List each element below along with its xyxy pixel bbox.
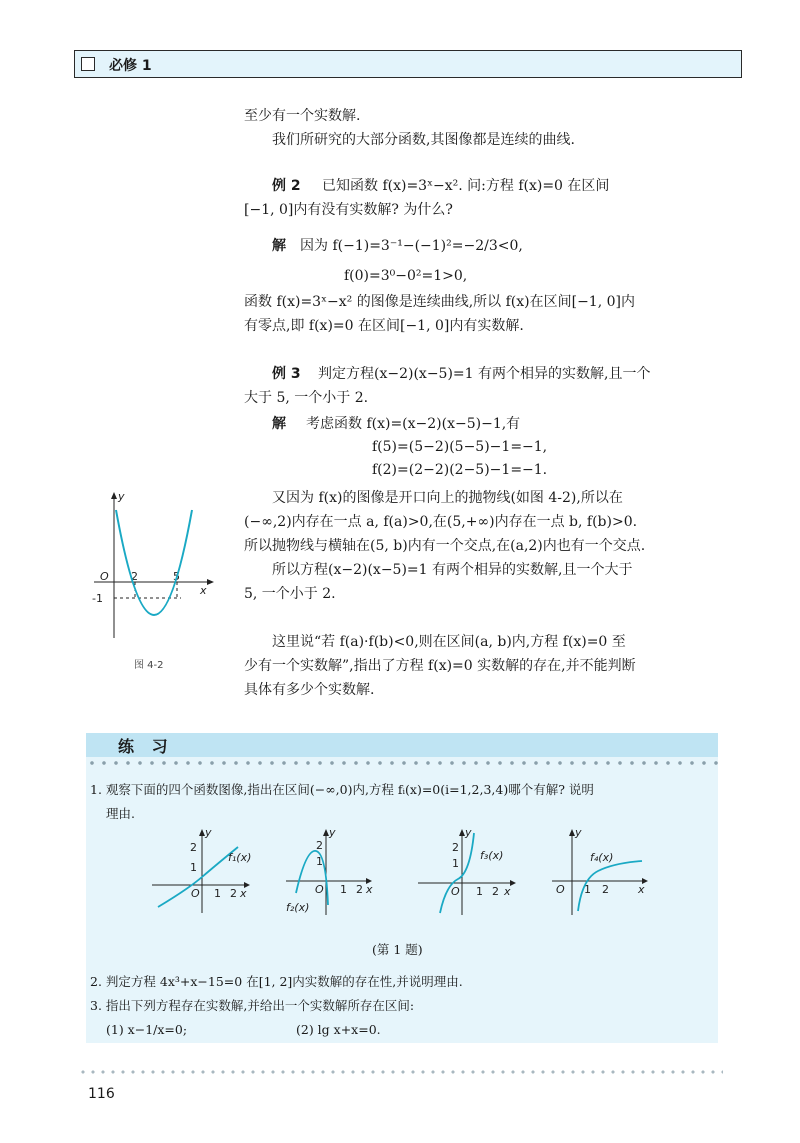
footer-dot-divider [78,1068,723,1076]
graph-f2-curve [296,851,328,905]
figure-origin: O [100,570,109,583]
graph-f3-label: f₃(x) [480,849,504,862]
graph-f4 [548,827,658,919]
header-label: 必修 1 [109,58,152,74]
question-3-a: (1) x−1/x=0; [106,1022,188,1037]
example-3-solution-1: 考虑函数 f(x)=(x−2)(x−5)−1,有 [306,416,521,432]
example-2-solution-1: 因为 f(−1)=3⁻¹−(−1)²=−2/3<0, [300,238,523,254]
graph-f1-x-label: x [240,887,247,900]
example-2-solution-4: 有零点,即 f(x)=0 在区间[−1, 0]内有实数解. [244,318,524,334]
graph-f4-y-label: y [575,827,582,839]
parabola-figure [86,488,226,653]
graph-f2-ytick-2: 2 [316,839,323,852]
graph-f3-tick-2: 2 [492,885,499,898]
graph-f3-x-arrow-icon [510,880,516,886]
figure-x-label: x [200,584,207,597]
graph-f2 [282,827,382,919]
graph-f2-origin: O [315,883,324,896]
exercise-title: 练 习 [118,737,174,756]
example-3-solution-3: f(2)=(2−2)(2−5)−1=−1. [372,462,548,478]
graph-f3-ytick-2: 2 [452,841,459,854]
parabola-curve [116,510,192,615]
example-3-line-2: 大于 5, 一个小于 2. [244,390,369,406]
example-3-paragraph-5: 5, 一个小于 2. [244,586,336,602]
graph-f4-origin: O [556,883,565,896]
graph-f3-ytick-1: 1 [452,857,459,870]
graph-f2-y-label: y [329,827,336,839]
x-axis-arrow-icon [207,579,214,585]
graph-f3-y-label: y [465,827,472,839]
graph-f3 [414,827,524,919]
example-3-label: 例 3 [272,366,301,382]
graph-f1-ytick-1: 1 [190,861,197,874]
example-3-paragraph-1: 又因为 f(x)的图像是开口向上的抛物线(如图 4-2),所以在 [272,490,623,506]
graph-f2-label: f₂(x) [286,901,310,914]
page-number: 116 [88,1086,115,1102]
question-2: 2. 判定方程 4x³+x−15=0 在[1, 2]内实数解的存在性,并说明理由. [90,974,463,989]
y-axis-arrow-icon [111,492,117,499]
exercise-box [86,733,718,1043]
question-1-line-2: 理由. [106,806,135,821]
example-3-paragraph-3: 所以抛物线与横轴在(5, b)内有一个交点,在(a,2)内也有一个交点. [244,538,646,554]
graph-f1-tick-1: 1 [214,887,221,900]
figure-tick-neg1: -1 [92,592,103,605]
exercise-header [86,733,718,757]
question-1-caption: (第 1 题) [372,942,423,957]
figure-tick-5: 5 [173,570,180,583]
example-3-solution-label: 解 [272,416,286,432]
graph-f1-tick-2: 2 [230,887,237,900]
exercise-dot-divider [86,757,718,769]
graph-f2-tick-1: 1 [340,883,347,896]
graph-f1-label: f₁(x) [228,851,252,864]
graph-f2-x-label: x [366,883,373,896]
chapter-header [74,50,742,78]
figure-tick-2: 2 [131,570,138,583]
example-2-line-1: 已知函数 f(x)=3ˣ−x². 问:方程 f(x)=0 在区间 [322,178,610,194]
remark-line-3: 具体有多少个实数解. [244,682,375,698]
example-3-paragraph-2: (−∞,2)内存在一点 a, f(a)>0,在(5,+∞)内存在一点 b, f(b)>0. [244,514,638,530]
graph-f4-label: f₄(x) [590,851,614,864]
example-2-label: 例 2 [272,178,301,194]
question-3: 3. 指出下列方程存在实数解,并给出一个实数解所存在区间: [90,998,415,1013]
question-1-line-1: 1. 观察下面的四个函数图像,指出在区间(−∞,0)内,方程 fᵢ(x)=0(i=1,2,3,4)哪个有解? 说明 [90,782,594,797]
remark-line-2: 少有一个实数解”,指出了方程 f(x)=0 实数解的存在,并不能判断 [244,658,636,674]
graph-f1-y-label: y [205,827,212,839]
header-square-icon [81,57,95,71]
figure-y-label: y [118,490,125,503]
graph-f4-tick-1: 1 [584,883,591,896]
example-2-solution-2: f(0)=3⁰−0²=1>0, [344,268,468,284]
graph-f2-ytick-1: 1 [316,855,323,868]
figure-caption: 图 4-2 [134,660,164,671]
example-2-line-2: [−1, 0]内有没有实数解? 为什么? [244,202,453,218]
graph-f3-origin: O [451,885,460,898]
graph-f4-tick-2: 2 [602,883,609,896]
graph-f1 [148,827,258,917]
body-line-2: 我们所研究的大部分函数,其图像都是连续的曲线. [272,132,575,148]
graph-f2-tick-2: 2 [356,883,363,896]
graph-f3-x-label: x [504,885,511,898]
example-3-solution-2: f(5)=(5−2)(5−5)−1=−1, [372,439,548,455]
graph-f1-origin: O [191,887,200,900]
example-3-line-1: 判定方程(x−2)(x−5)=1 有两个相异的实数解,且一个 [318,366,651,382]
example-2-solution-label: 解 [272,238,286,254]
question-3-b: (2) lg x+x=0. [296,1022,381,1037]
example-3-paragraph-4: 所以方程(x−2)(x−5)=1 有两个相异的实数解,且一个大于 [272,562,633,578]
remark-line-1: 这里说“若 f(a)·f(b)<0,则在区间(a, b)内,方程 f(x)=0 至 [272,634,626,650]
graph-f1-ytick-2: 2 [190,841,197,854]
graph-f3-tick-1: 1 [476,885,483,898]
body-line-1: 至少有一个实数解. [244,108,361,124]
example-2-solution-3: 函数 f(x)=3ˣ−x² 的图像是连续曲线,所以 f(x)在区间[−1, 0]内 [244,294,635,310]
graph-f4-x-label: x [638,883,645,896]
